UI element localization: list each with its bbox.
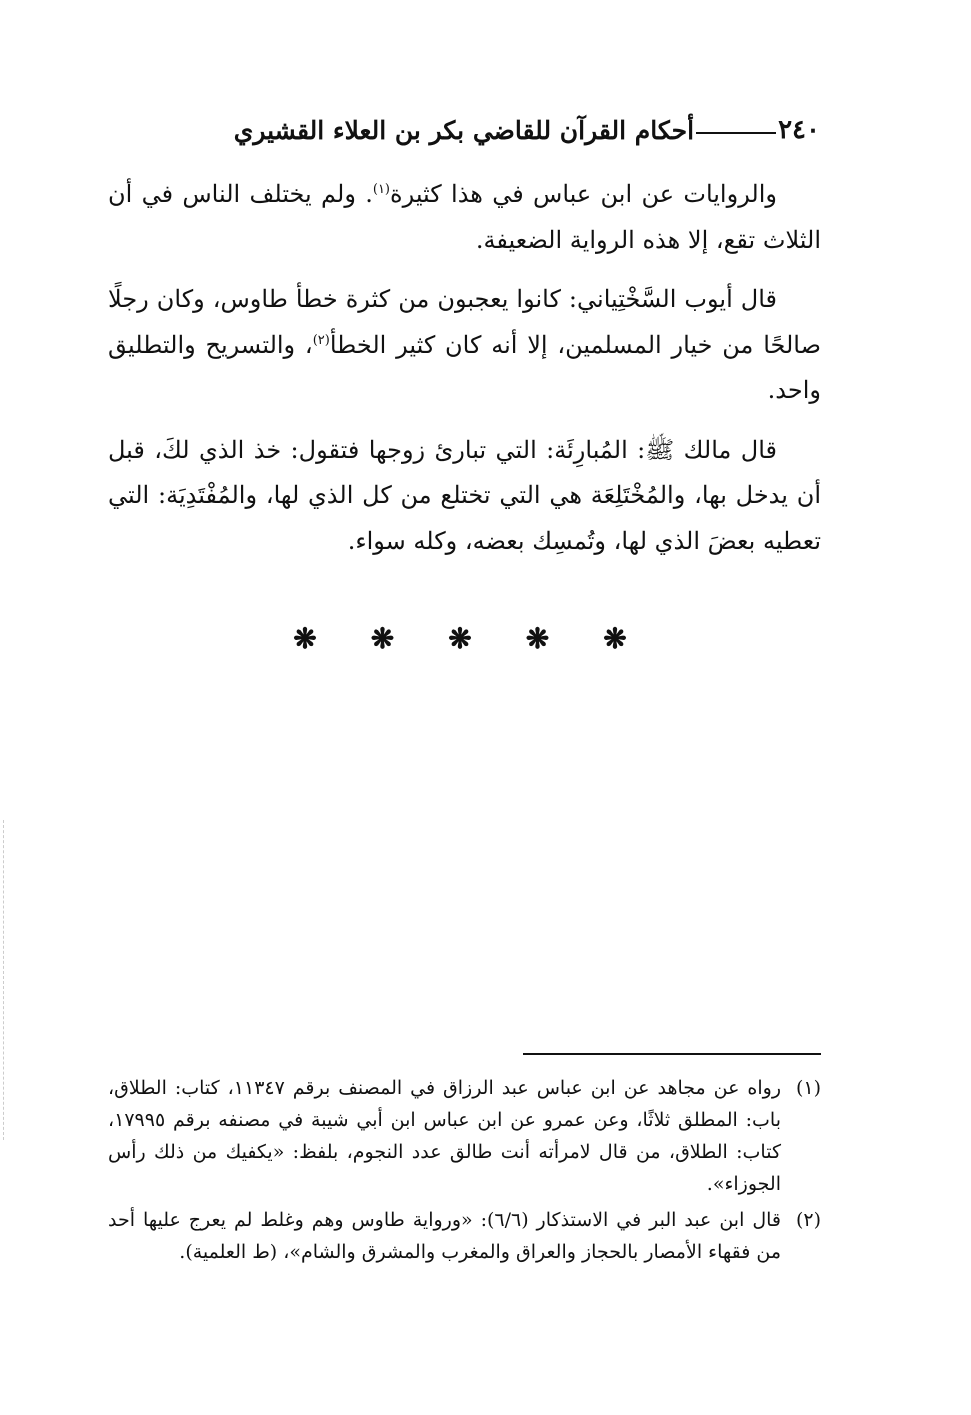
section-divider xyxy=(290,622,630,655)
ornament-icon: ❋ xyxy=(603,622,627,655)
footnote-ref-2: (٢) xyxy=(312,332,330,348)
paragraph-2-text-b: ، والتسريح والتطليق واحد. xyxy=(108,330,821,404)
ornament-icon: ❋ xyxy=(370,622,395,655)
paragraph-1-text-a: والروايات عن ابن عباس في هذا كثيرة xyxy=(390,180,778,208)
ornament-icon: ❋ xyxy=(448,622,472,655)
paragraph-2-text-a: قال أيوب السَّخْتِياني: كانوا يعجبون من كثرة خطأ طاوس، وكان رجلًا صالحًا من خيار المسلمين، إلا أنه كان كثير الخطأ xyxy=(108,285,822,359)
paragraph-1 xyxy=(108,172,821,263)
paragraph-2 xyxy=(108,277,821,414)
main-text xyxy=(108,172,821,564)
footnote-separator xyxy=(523,1053,821,1055)
page-header xyxy=(110,110,820,150)
footnotes xyxy=(108,1072,821,1272)
footnote-text: رواه عن مجاهد عن ابن عباس عبد الرزاق في المصنف برقم ١١٣٤٧، كتاب: الطلاق، باب: المطلق ثلاثًا، وعن عمرو عن ابن عباس ابن أبي شيبة في مصنفه برقم ١٧٩٩٥، كتاب: الطلاق، من قال لامرأته أنت طالق عدد النجوم، بلفظ: «يكفيك من ذلك رأس الجوزاء». xyxy=(108,1077,781,1195)
footnote-text: قال ابن عبد البر في الاستذكار (٦/٦): «ورواية طاوس وهم وغلط لم يعرج عليها أحد من فقهاء الأمصار بالحجاز والعراق والمغرب والمشرق والشام»، (ط العلمية). xyxy=(108,1209,781,1263)
footnote-1 xyxy=(108,1072,821,1200)
footnote-ref-1: (١) xyxy=(372,182,390,197)
footnote-marker: (١) xyxy=(795,1077,821,1099)
paragraph-3: قال مالك ﷺ: المُبارِئَة: التي تبارئ زوجها فتقول: خذ الذي لكَ، قبل أن يدخل بها، والمُخْتَلِعَة هي التي تختلع من كل الذي لها، والمُفْتَدِيَة: التي تعطيه بعضَ الذي لها، وتُمسِك بعضه، وكله سواء. xyxy=(108,435,821,555)
footnote-2 xyxy=(108,1204,821,1268)
paragraph-1-text-b: . ولم يختلف الناس في أن الثلاث تقع، إلا هذه الرواية الضعيفة. xyxy=(108,180,821,254)
footnote-marker: (٢) xyxy=(795,1209,821,1231)
running-title: أحكام القرآن للقاضي بكر بن العلاء القشيري xyxy=(233,115,695,145)
header-rule xyxy=(696,132,776,134)
scan-edge-mark xyxy=(3,820,4,1140)
ornament-icon: ❋ xyxy=(293,622,317,655)
ornament-icon: ❋ xyxy=(525,622,550,655)
page-number: ٢٤٠ xyxy=(778,115,820,145)
